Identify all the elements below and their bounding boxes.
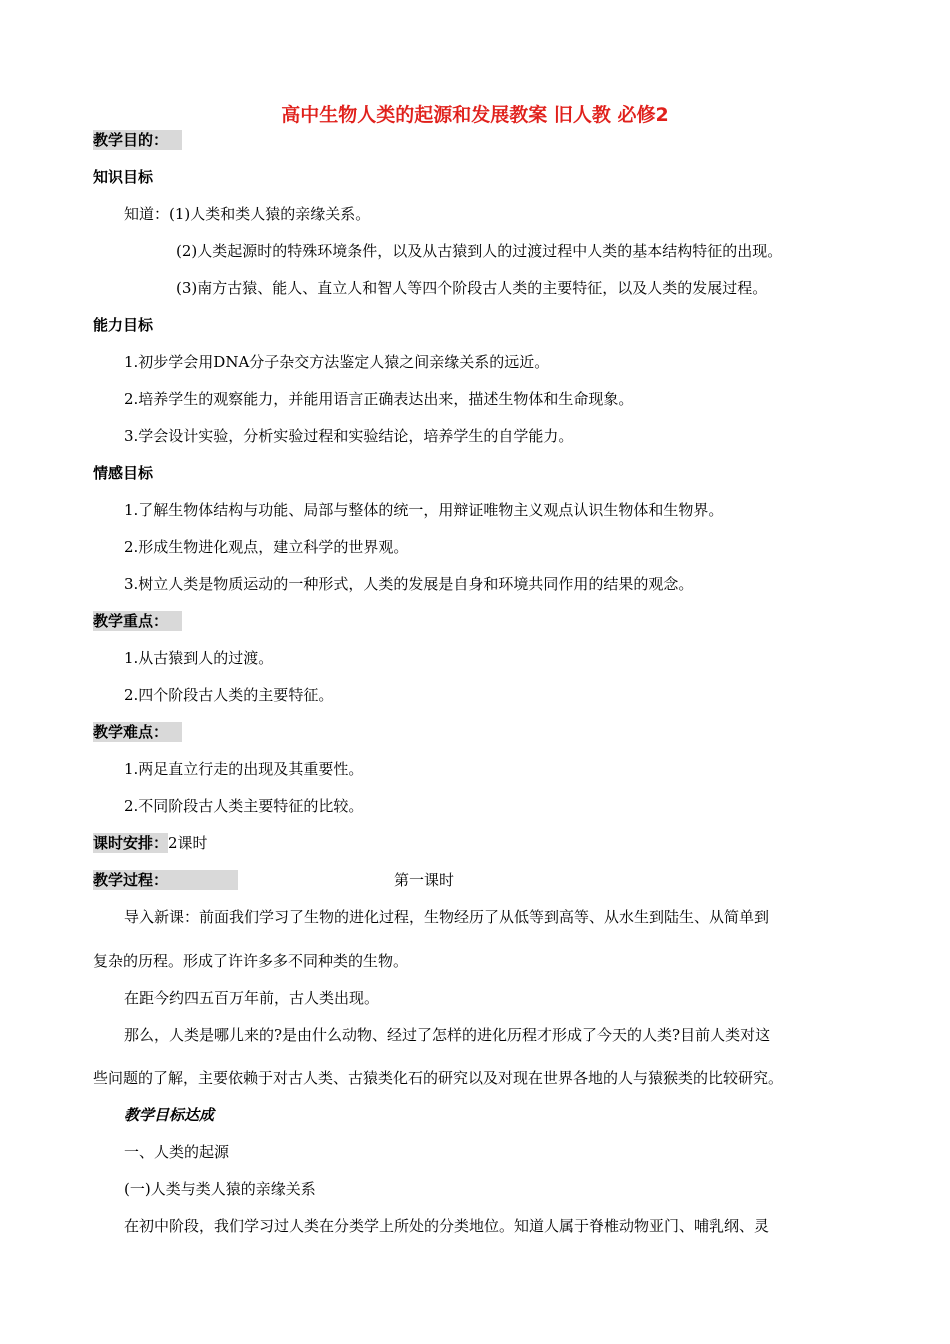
ability-item: 3.学会设计实验，分析实验过程和实验结论，培养学生的自学能力。 xyxy=(124,427,574,445)
document-title: 高中生物人类的起源和发展教案 旧人教 必修2 xyxy=(281,104,669,126)
schedule-label: 课时安排： xyxy=(93,834,169,852)
difficult-item: 1.两足直立行走的出现及其重要性。 xyxy=(124,760,364,778)
first-lesson-label: 第一课时 xyxy=(394,871,455,889)
body-paragraph: 在初中阶段，我们学习过人类在分类学上所处的分类地位。知道人属于脊椎动物亚门、哺乳纲、灵 xyxy=(124,1217,770,1235)
emotion-item: 1.了解生物体结构与功能、局部与整体的统一，用辩证唯物主义观点认识生物体和生物界。 xyxy=(124,501,724,519)
key-item: 1.从古猿到人的过渡。 xyxy=(124,649,274,667)
heading-key-points: 教学重点： xyxy=(93,611,182,631)
key-item: 2.四个阶段古人类的主要特征。 xyxy=(124,686,334,704)
origin-heading: 一、人类的起源 xyxy=(124,1143,230,1161)
difficult-item: 2.不同阶段古人类主要特征的比较。 xyxy=(124,797,364,815)
ability-item: 2.培养学生的观察能力，并能用语言正确表达出来，描述生物体和生命现象。 xyxy=(124,390,634,408)
heading-knowledge-goal: 知识目标 xyxy=(93,168,154,186)
intro-paragraph-1b: 复杂的历程。形成了许许多多不同种类的生物。 xyxy=(93,952,409,970)
schedule-line xyxy=(93,833,208,853)
emotion-item: 2.形成生物进化观点，建立科学的世界观。 xyxy=(124,538,409,556)
heading-process: 教学过程： xyxy=(93,870,238,890)
heading-ability-goal: 能力目标 xyxy=(93,316,154,334)
schedule-value: 2课时 xyxy=(168,834,208,852)
goal-reach-heading: 教学目标达成 xyxy=(124,1106,215,1124)
heading-difficult-points: 教学难点： xyxy=(93,722,182,742)
intro-paragraph-3b: 些问题的了解，主要依赖于对古人类、古猿类化石的研究以及对现在世界各地的人与猿猴类的比较研究。 xyxy=(93,1069,784,1087)
ability-item: 1.初步学会用DNA分子杂交方法鉴定人猿之间亲缘关系的远近。 xyxy=(124,353,550,371)
intro-paragraph-1a: 导入新课：前面我们学习了生物的进化过程，生物经历了从低等到高等、从水生到陆生、从简单到 xyxy=(124,908,770,926)
relation-heading: (一)人类与类人猿的亲缘关系 xyxy=(124,1180,316,1198)
emotion-item: 3.树立人类是物质运动的一种形式，人类的发展是自身和环境共同作用的结果的观念。 xyxy=(124,575,694,593)
heading-purpose: 教学目的： xyxy=(93,130,182,150)
intro-paragraph-3a: 那么，人类是哪儿来的?是由什么动物、经过了怎样的进化历程才形成了今天的人类?目前人类对这 xyxy=(124,1026,771,1044)
intro-paragraph-2: 在距今约四五百万年前，古人类出现。 xyxy=(124,989,380,1007)
knowledge-item: (3)南方古猿、能人、直立人和智人等四个阶段古人类的主要特征，以及人类的发展过程。 xyxy=(176,279,768,297)
knowledge-item: 知道：(1)人类和类人猿的亲缘关系。 xyxy=(124,205,371,223)
knowledge-item: (2)人类起源时的特殊环境条件，以及从古猿到人的过渡过程中人类的基本结构特征的出现。 xyxy=(176,242,783,260)
heading-emotion-goal: 情感目标 xyxy=(93,464,154,482)
